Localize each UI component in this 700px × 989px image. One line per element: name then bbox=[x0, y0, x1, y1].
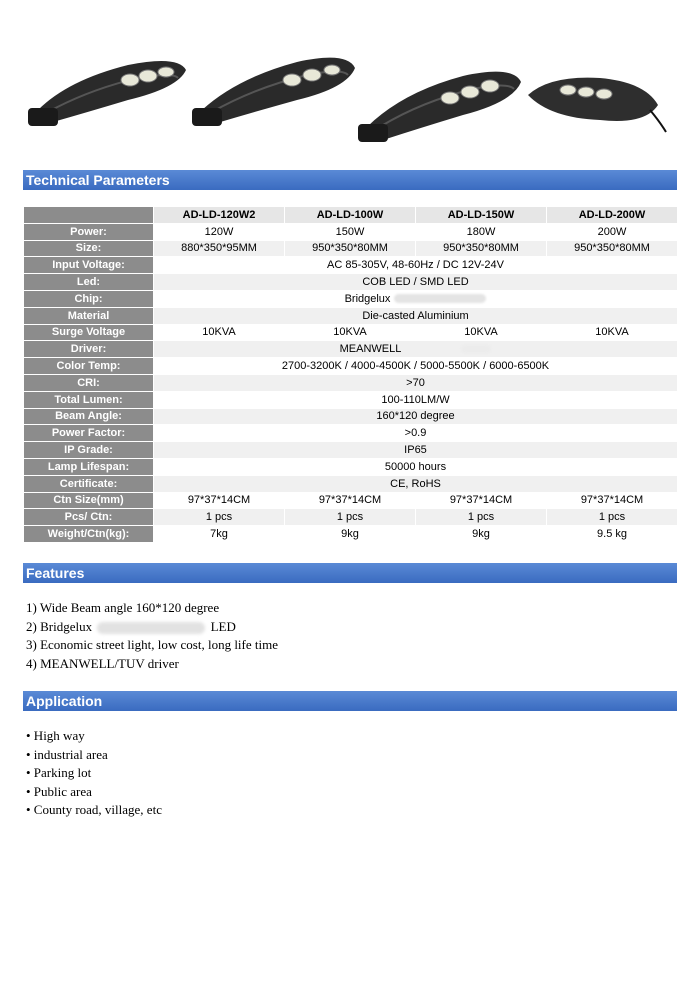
table-cell: Die-casted Aluminium bbox=[154, 308, 677, 324]
list-item bbox=[26, 618, 278, 637]
table-cell: COB LED / SMD LED bbox=[154, 274, 677, 290]
table-cell: 160*120 degree bbox=[154, 409, 677, 425]
row-label: Driver: bbox=[24, 341, 153, 357]
table-cell: 180W bbox=[416, 224, 546, 240]
features-list bbox=[26, 599, 278, 673]
row-label: Weight/Ctn(kg): bbox=[24, 526, 153, 542]
list-item: • Public area bbox=[26, 783, 92, 799]
redacted-mark bbox=[97, 622, 205, 634]
table-cell: 1 pcs bbox=[154, 509, 284, 525]
row-label: Ctn Size(mm) bbox=[24, 493, 153, 509]
row-label: Pcs/ Ctn: bbox=[24, 509, 153, 525]
table-row-models bbox=[24, 207, 677, 223]
table-cell: 2700-3200K / 4000-4500K / 5000-5500K / 6000-6500K bbox=[154, 358, 677, 374]
table-cell: 50000 hours bbox=[154, 459, 677, 475]
table-row bbox=[24, 224, 677, 240]
table-cell: 950*350*80MM bbox=[285, 241, 415, 257]
table-cell bbox=[24, 207, 153, 223]
list-item: • industrial area bbox=[26, 746, 108, 762]
table-row bbox=[24, 425, 677, 441]
table-cell: 950*350*80MM bbox=[547, 241, 677, 257]
table-cell: AC 85-305V, 48-60Hz / DC 12V-24V bbox=[154, 257, 677, 273]
table-row bbox=[24, 476, 677, 492]
table-cell: 10KVA bbox=[547, 325, 677, 341]
table-cell: AD-LD-120W2 bbox=[154, 207, 284, 223]
table-cell bbox=[154, 291, 677, 307]
row-label: Power Factor: bbox=[24, 425, 153, 441]
table-row bbox=[24, 409, 677, 425]
table-row bbox=[24, 291, 677, 307]
table-cell: 9kg bbox=[285, 526, 415, 542]
driver-value: MEANWELL bbox=[339, 343, 402, 356]
table-row bbox=[24, 459, 677, 475]
table-row bbox=[24, 308, 677, 324]
application-list bbox=[26, 727, 162, 820]
table-cell: 10KVA bbox=[416, 325, 546, 341]
list-item: • County road, village, etc bbox=[26, 802, 162, 817]
section-header-features bbox=[23, 563, 677, 583]
table-cell: 10KVA bbox=[285, 325, 415, 341]
table-cell: CE, RoHS bbox=[154, 476, 677, 492]
table-row bbox=[24, 493, 677, 509]
table-row bbox=[24, 375, 677, 391]
table-cell: 120W bbox=[154, 224, 284, 240]
table-row bbox=[24, 358, 677, 374]
table-row bbox=[24, 241, 677, 257]
table-cell: 880*350*95MM bbox=[154, 241, 284, 257]
row-label: Beam Angle: bbox=[24, 409, 153, 425]
list-item: • Parking lot bbox=[26, 765, 92, 780]
table-cell: IP65 bbox=[154, 442, 677, 458]
row-label: Surge Voltage bbox=[24, 325, 153, 341]
table-cell: 7kg bbox=[154, 526, 284, 542]
table-cell: >0.9 bbox=[154, 425, 677, 441]
table-cell: 950*350*80MM bbox=[416, 241, 546, 257]
table-cell: 97*37*14CM bbox=[416, 493, 546, 509]
redacted-mark bbox=[461, 345, 491, 353]
table-cell: 150W bbox=[285, 224, 415, 240]
list-item: 3) Economic street light, low cost, long life time bbox=[26, 637, 279, 652]
row-label: IP Grade: bbox=[24, 442, 153, 458]
table-cell: 9.5 kg bbox=[547, 526, 677, 542]
table-cell bbox=[154, 341, 677, 357]
row-label: Power: bbox=[24, 224, 153, 240]
table-row bbox=[24, 526, 677, 542]
row-label: Lamp Lifespan: bbox=[24, 459, 153, 475]
section-title: Features bbox=[26, 565, 85, 581]
table-row bbox=[24, 274, 677, 290]
section-title: Technical Parameters bbox=[26, 172, 170, 188]
table-row bbox=[24, 442, 677, 458]
row-label: Total Lumen: bbox=[24, 392, 153, 408]
feature-text: LED bbox=[210, 618, 236, 634]
table-cell: AD-LD-200W bbox=[547, 207, 677, 223]
list-item: 1) Wide Beam angle 160*120 degree bbox=[26, 600, 220, 615]
row-label: Chip: bbox=[24, 291, 153, 307]
table-row bbox=[24, 325, 677, 341]
table-cell: 97*37*14CM bbox=[547, 493, 677, 509]
product-images bbox=[0, 40, 700, 150]
street-light-image-1 bbox=[28, 50, 188, 135]
table-cell: 100-110LM/W bbox=[154, 392, 677, 408]
feature-text: 2) Bridgelux bbox=[26, 618, 93, 634]
table-cell: 1 pcs bbox=[285, 509, 415, 525]
table-cell: 10KVA bbox=[154, 325, 284, 341]
row-label: Input Voltage: bbox=[24, 257, 153, 273]
row-label: CRI: bbox=[24, 375, 153, 391]
street-light-image-2 bbox=[192, 48, 357, 136]
table-cell: 1 pcs bbox=[547, 509, 677, 525]
section-title: Application bbox=[26, 693, 103, 709]
chip-value: Bridgelux bbox=[344, 292, 391, 305]
table-cell: 97*37*14CM bbox=[154, 493, 284, 509]
street-light-image-3 bbox=[358, 60, 523, 150]
table-row bbox=[24, 509, 677, 525]
list-item: • High way bbox=[26, 728, 85, 743]
redacted-mark bbox=[394, 294, 486, 303]
table-cell: 97*37*14CM bbox=[285, 493, 415, 509]
row-label: Certificate: bbox=[24, 476, 153, 492]
street-light-image-4 bbox=[520, 60, 670, 140]
list-item: 4) MEANWELL/TUV driver bbox=[26, 655, 179, 671]
table-cell: 200W bbox=[547, 224, 677, 240]
table-row bbox=[24, 257, 677, 273]
row-label: Led: bbox=[24, 274, 153, 290]
row-label: Material bbox=[24, 308, 153, 324]
table-row bbox=[24, 341, 677, 357]
table-cell: AD-LD-150W bbox=[416, 207, 546, 223]
table-cell: 9kg bbox=[416, 526, 546, 542]
section-header-application bbox=[23, 691, 677, 711]
section-header-technical bbox=[23, 170, 677, 190]
row-label: Color Temp: bbox=[24, 358, 153, 374]
table-cell: >70 bbox=[154, 375, 677, 391]
table-row bbox=[24, 392, 677, 408]
row-label: Size: bbox=[24, 241, 153, 257]
table-cell: 1 pcs bbox=[416, 509, 546, 525]
table-cell: AD-LD-100W bbox=[285, 207, 415, 223]
technical-parameters-table bbox=[23, 206, 678, 543]
